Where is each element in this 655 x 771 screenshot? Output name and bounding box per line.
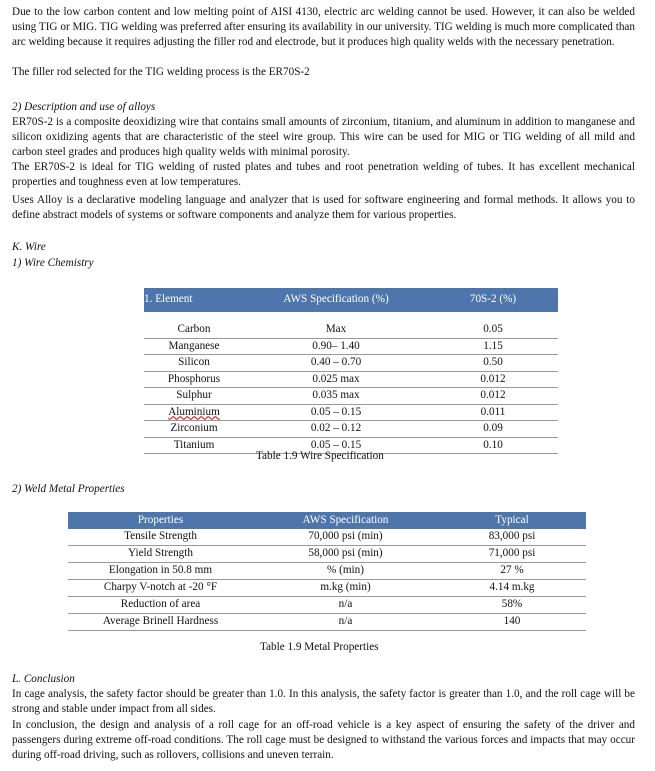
table-row — [144, 371, 558, 388]
table-cell: 70,000 psi (min) — [253, 529, 438, 546]
conclusion-paragraph-1: In cage analysis, the safety factor should be greater than 1.0. In this analysis, the safety factor is greater than 1.0, and the roll cage will be strong and stable under impact from all sides. — [12, 688, 635, 715]
table-cell: 0.035 max — [244, 388, 428, 405]
table-row — [68, 563, 586, 580]
table-cell: Manganese — [144, 338, 244, 355]
table-header-cell: 70S-2 (%) — [428, 288, 558, 312]
table-row — [144, 338, 558, 355]
table-cell: Carbon — [144, 322, 244, 338]
intro-filler-rod-line: The filler rod selected for the TIG welding process is the ER70S-2 — [12, 66, 310, 78]
table-cell: Average Brinell Hardness — [68, 614, 253, 631]
table-row — [144, 404, 558, 421]
table-header-cell: Properties — [68, 512, 253, 529]
table-cell: Titanium — [144, 437, 244, 454]
table-cell: n/a — [253, 597, 438, 614]
table-cell: Tensile Strength — [68, 529, 253, 546]
table-header-cell: Typical — [438, 512, 586, 529]
wire-chemistry-table — [144, 288, 558, 454]
table-row — [68, 597, 586, 614]
alloys-paragraph-1: ER70S-2 is a composite deoxidizing wire that contains small amounts of zirconium, titanium, and aluminum in addition to manganese and silicon oxidizing agents that are characteristic of the steel wire group. This wire can be used for MIG or TIG welding of all mild and carbon steel grades and produces high quality welds with minimal porosity. — [12, 116, 635, 158]
alloys-paragraph-2: The ER70S-2 is ideal for TIG welding of rusted plates and tubes and root penetration welding of tubes. It has excellent mechanical properties and toughness even at low temperatures. — [12, 161, 635, 188]
table-row — [68, 580, 586, 597]
table-cell: Phosphorus — [144, 371, 244, 388]
table-cell: 0.011 — [428, 404, 558, 421]
table-row — [144, 388, 558, 405]
table-row — [144, 322, 558, 338]
table-header-row — [68, 512, 586, 529]
table-cell: 4.14 m.kg — [438, 580, 586, 597]
table-cell: n/a — [253, 614, 438, 631]
table-cell: 58% — [438, 597, 586, 614]
table-cell: Reduction of area — [68, 597, 253, 614]
table-row — [144, 355, 558, 372]
table-cell: 71,000 psi — [438, 546, 586, 563]
table-cell: 140 — [438, 614, 586, 631]
table-cell: Max — [244, 322, 428, 338]
alloys-paragraph-3: Uses Alloy is a declarative modeling language and analyzer that is used for software engineering and formal methods. It allows you to define abstract models of systems or software components and analyze them for various properties. — [12, 194, 635, 221]
table-header-cell: AWS Specification (%) — [244, 288, 428, 312]
table-cell: 0.012 — [428, 388, 558, 405]
wire-chemistry-heading: 1) Wire Chemistry — [12, 257, 94, 269]
table-cell: 0.05 – 0.15 — [244, 404, 428, 421]
table-cell: 0.50 — [428, 355, 558, 372]
table-cell: 0.025 max — [244, 371, 428, 388]
conclusion-paragraph-2: In conclusion, the design and analysis of a roll cage for an off-road vehicle is a key aspect of ensuring the safety of the driver and passengers during extreme off-road conditions. The roll cage must be designed to withstand the various forces and impacts that may occur during off-road driving, such as rollovers, collisions and uneven terrain. — [12, 719, 635, 761]
table-cell: 58,000 psi (min) — [253, 546, 438, 563]
metal-table-caption: Table 1.9 Metal Properties — [260, 641, 379, 653]
table-cell: 0.40 – 0.70 — [244, 355, 428, 372]
table-cell: 0.05 — [428, 322, 558, 338]
table-cell: 0.05 – 0.15 — [244, 437, 428, 454]
table-cell: 0.012 — [428, 371, 558, 388]
table-cell: Sulphur — [144, 388, 244, 405]
table-header-cell: AWS Specification — [253, 512, 438, 529]
wire-table-caption: Table 1.9 Wire Specification — [256, 450, 384, 462]
weld-metal-heading: 2) Weld Metal Properties — [12, 483, 125, 495]
spellcheck-underlined-text: Aluminium — [168, 405, 220, 418]
table-row — [144, 421, 558, 438]
table-cell: 83,000 psi — [438, 529, 586, 546]
intro-paragraph: Due to the low carbon content and low melting point of AISI 4130, electric arc welding cannot be used. However, it can also be welded using TIG or MIG. TIG welding was preferred after ensuring its availability in our university. TIG welding is much more complicated than arc welding because it requires adjusting the filler rod and electrode, but it produces high quality welds with the necessary penetration. — [12, 6, 635, 48]
table-cell: Charpy V-notch at -20 °F — [68, 580, 253, 597]
table-cell: % (min) — [253, 563, 438, 580]
table-cell: Yield Strength — [68, 546, 253, 563]
table-cell: Silicon — [144, 355, 244, 372]
table-row — [68, 614, 586, 631]
table-cell: 0.09 — [428, 421, 558, 438]
wire-heading: K. Wire — [12, 241, 46, 253]
table-header-row — [144, 288, 558, 312]
weld-metal-table — [68, 512, 586, 631]
table-header-cell: 1. Element — [144, 288, 244, 312]
conclusion-heading: L. Conclusion — [12, 673, 75, 685]
table-cell: 1.15 — [428, 338, 558, 355]
table-cell: 27 % — [438, 563, 586, 580]
table-row — [68, 546, 586, 563]
table-cell: 0.90– 1.40 — [244, 338, 428, 355]
table-cell: Elongation in 50.8 mm — [68, 563, 253, 580]
table-cell: m.kg (min) — [253, 580, 438, 597]
table-cell: Zirconium — [144, 421, 244, 438]
table-cell: 0.10 — [428, 437, 558, 454]
alloys-heading: 2) Description and use of alloys — [12, 101, 156, 113]
table-cell: 0.02 – 0.12 — [244, 421, 428, 438]
table-row — [68, 529, 586, 546]
table-cell — [144, 404, 244, 421]
